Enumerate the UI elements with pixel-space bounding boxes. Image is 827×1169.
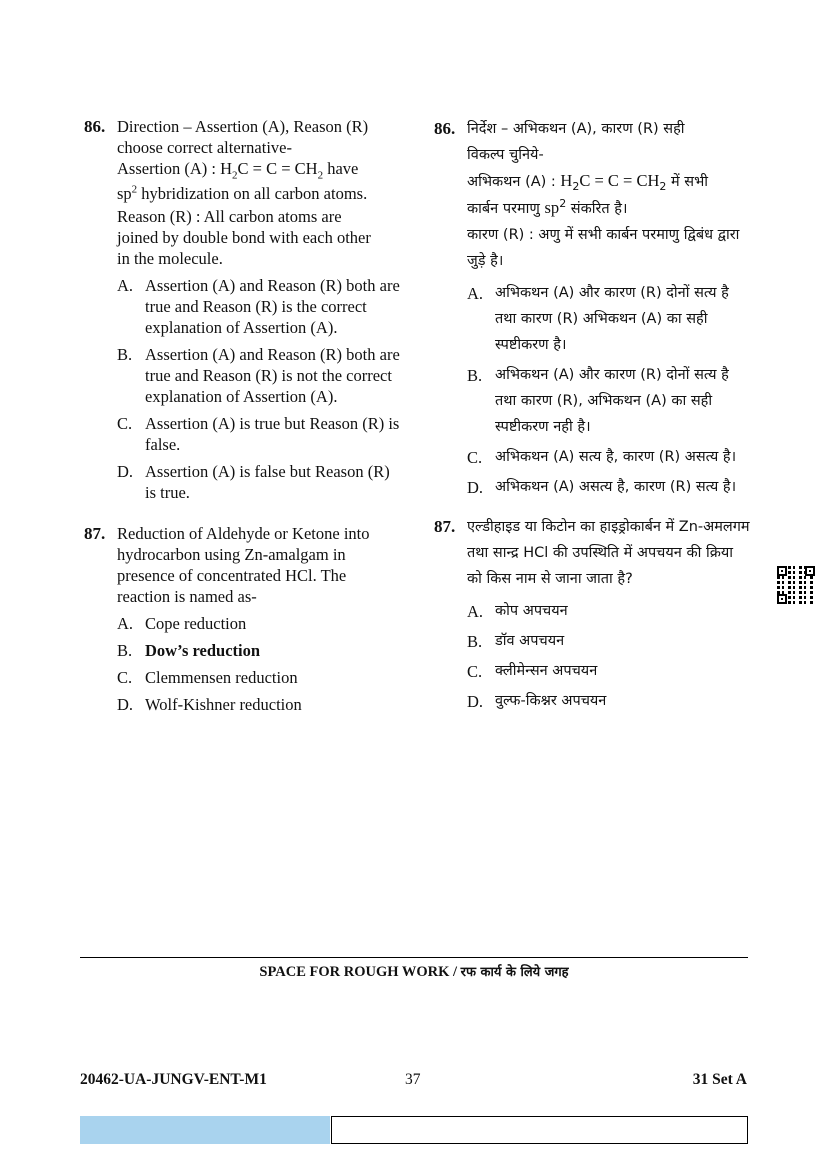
hybridization-line: कार्बन परमाणु $sp^2$ संकरित है। (467, 197, 628, 217)
assertion-line: अभिकथन (A) : $H_2C = C = CH_2$ में सभी (467, 171, 709, 193)
option-d[interactable]: D. Wolf-Kishner reduction (117, 695, 302, 714)
question-number: 86. (434, 119, 456, 138)
question-number: 87. (434, 517, 456, 536)
qr-code-finder-icon (777, 566, 815, 604)
question-text-line: निर्देश – अभिकथन (A), कारण (R) सही (467, 121, 685, 137)
set-label: 31 Set A (692, 1071, 747, 1088)
question-text-line: विकल्प चुनिये- (467, 147, 544, 163)
section-divider (80, 957, 748, 958)
page-number: 37 (405, 1071, 421, 1088)
option-c[interactable]: C. अभिकथन (A) सत्य है, कारण (R) असत्य है। (467, 448, 737, 467)
option-a[interactable]: A. Cope reduction (117, 614, 247, 633)
question-86-en (84, 116, 402, 503)
question-number: 86. (84, 117, 106, 136)
hindi-column (434, 116, 752, 718)
option-b[interactable]: B. अभिकथन (A) और कारण (R) दोनों सत्य है तथा कारण (R), अभिकथन (A) का सही स्पष्टीकरण नही है। (467, 366, 729, 435)
paper-code: 20462-UA-JUNGV-ENT-M1 (80, 1071, 267, 1088)
option-a[interactable]: A. Assertion (A) and Reason (R) both are true and Reason (R) is the correct explanation of Assertion (A). (117, 276, 400, 337)
option-d[interactable]: D. Assertion (A) is false but Reason (R) is true. (117, 462, 390, 502)
question-86-hi (434, 116, 752, 500)
option-d[interactable]: D. वुल्फ-किश्नर अपचयन (467, 692, 607, 711)
hybridization-line: $sp^2$ hybridization on all carbon atoms. (117, 183, 368, 203)
assertion-line: Assertion (A) : $H_2C = C = CH_2$ have (117, 159, 359, 182)
option-c[interactable]: C. Assertion (A) is true but Reason (R) is false. (117, 414, 400, 454)
option-a[interactable]: A. कोप अपचयन (467, 602, 568, 621)
question-text-line: choose correct alternative- (117, 138, 292, 157)
question-87-en (84, 523, 402, 715)
question-text: Reduction of Aldehyde or Ketone into hydrocarbon using Zn-amalgam in presence of concentrated HCl. The reaction is named as- (117, 524, 370, 606)
options-list (117, 613, 402, 715)
rough-work-label: SPACE FOR ROUGH WORK / रफ कार्य के लिये जगह (259, 964, 569, 980)
english-column (84, 116, 402, 721)
options-list (467, 280, 752, 500)
reason-line: in the molecule. (117, 249, 223, 268)
question-text: एल्डीहाइड या किटोन का हाइड्रोकार्बन में Zn-अमलगम तथा सान्द्र HCl की उपस्थिति में अपचयन की क्रिया को किस नाम से जाना जाता है? (467, 519, 750, 587)
option-b[interactable]: B. Assertion (A) and Reason (R) both are true and Reason (R) is not the correct explanation of Assertion (A). (117, 345, 400, 406)
options-list (467, 598, 752, 714)
question-number: 87. (84, 524, 106, 543)
footer-color-strip (80, 1116, 330, 1144)
reason-line: Reason (R) : All carbon atoms are (117, 207, 342, 226)
option-b[interactable]: B. Dow’s reduction (117, 641, 261, 660)
question-87-hi (434, 514, 752, 714)
option-c[interactable]: C. क्लीमेन्सन अपचयन (467, 662, 598, 681)
option-d[interactable]: D. अभिकथन (A) असत्य है, कारण (R) सत्य है। (467, 478, 737, 497)
footer-empty-box (331, 1116, 748, 1144)
options-list (117, 275, 402, 503)
option-a[interactable]: A. अभिकथन (A) और कारण (R) दोनों सत्य है तथा कारण (R) अभिकथन (A) का सही स्पष्टीकरण है। (467, 284, 729, 353)
reason-line: joined by double bond with each other (117, 228, 371, 247)
question-text-line: Direction – Assertion (A), Reason (R) (117, 117, 369, 136)
reason-line: कारण (R) : अणु में सभी कार्बन परमाणु द्विबंध द्वारा जुड़े है। (467, 227, 740, 269)
option-b[interactable]: B. डॉव अपचयन (467, 632, 565, 651)
option-c[interactable]: C. Clemmensen reduction (117, 668, 298, 687)
